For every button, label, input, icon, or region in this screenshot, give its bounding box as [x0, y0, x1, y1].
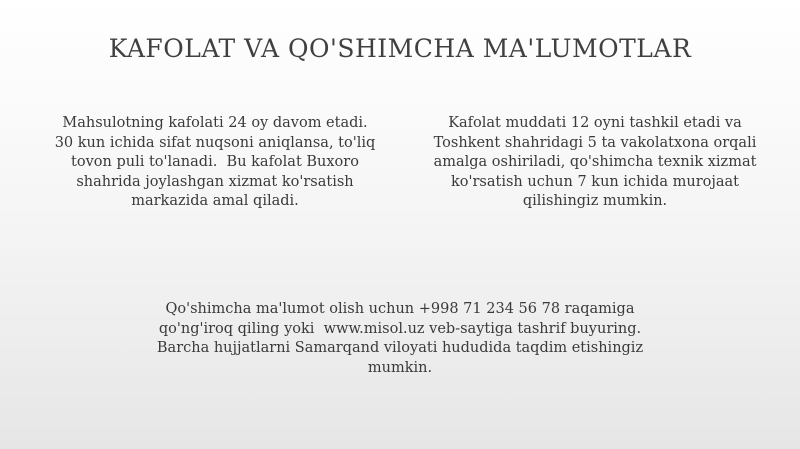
slide-title: KAFOLAT VA QO'SHIMCHA MA'LUMOTLAR — [108, 34, 692, 63]
text-line: shahrida joylashgan xizmat ko'rsatish — [76, 173, 354, 190]
text-line: tovon puli to'lanadi. Bu kafolat Buxoro — [71, 154, 359, 170]
text-line: qilishingiz mumkin. — [522, 193, 668, 209]
contact-info-text — [100, 300, 700, 378]
text-line: qo'ng'iroq qiling yoki www.misol.uz veb-saytiga tashrif buyuring. — [158, 320, 642, 337]
text-line: Toshkent shahridagi 5 ta vakolatxona orqali — [433, 134, 757, 151]
text-line: mumkin. — [367, 359, 433, 376]
text-line: Mahsulotning kafolati 24 oy davom etadi. — [62, 115, 368, 131]
text-line: markazida amal qiladi. — [131, 193, 299, 209]
text-line: ko'rsatish uchun 7 kun ichida murojaat — [451, 173, 739, 190]
text-line: Kafolat muddati 12 oyni tashkil etadi va — [448, 115, 742, 131]
text-line: 30 kun ichida sifat nuqsoni aniqlansa, to'liq — [54, 134, 376, 151]
text-line: Barcha hujjatlarni Samarqand viloyati hududida taqdim etishingiz — [156, 340, 644, 356]
text-line: Qo'shimcha ma'lumot olish uchun +998 71 234 56 78 raqamiga — [165, 301, 635, 317]
warranty-text-left — [30, 114, 400, 212]
text-line: amalga oshiriladi, qo'shimcha texnik xizmat — [433, 154, 757, 170]
warranty-text-right — [410, 114, 780, 212]
